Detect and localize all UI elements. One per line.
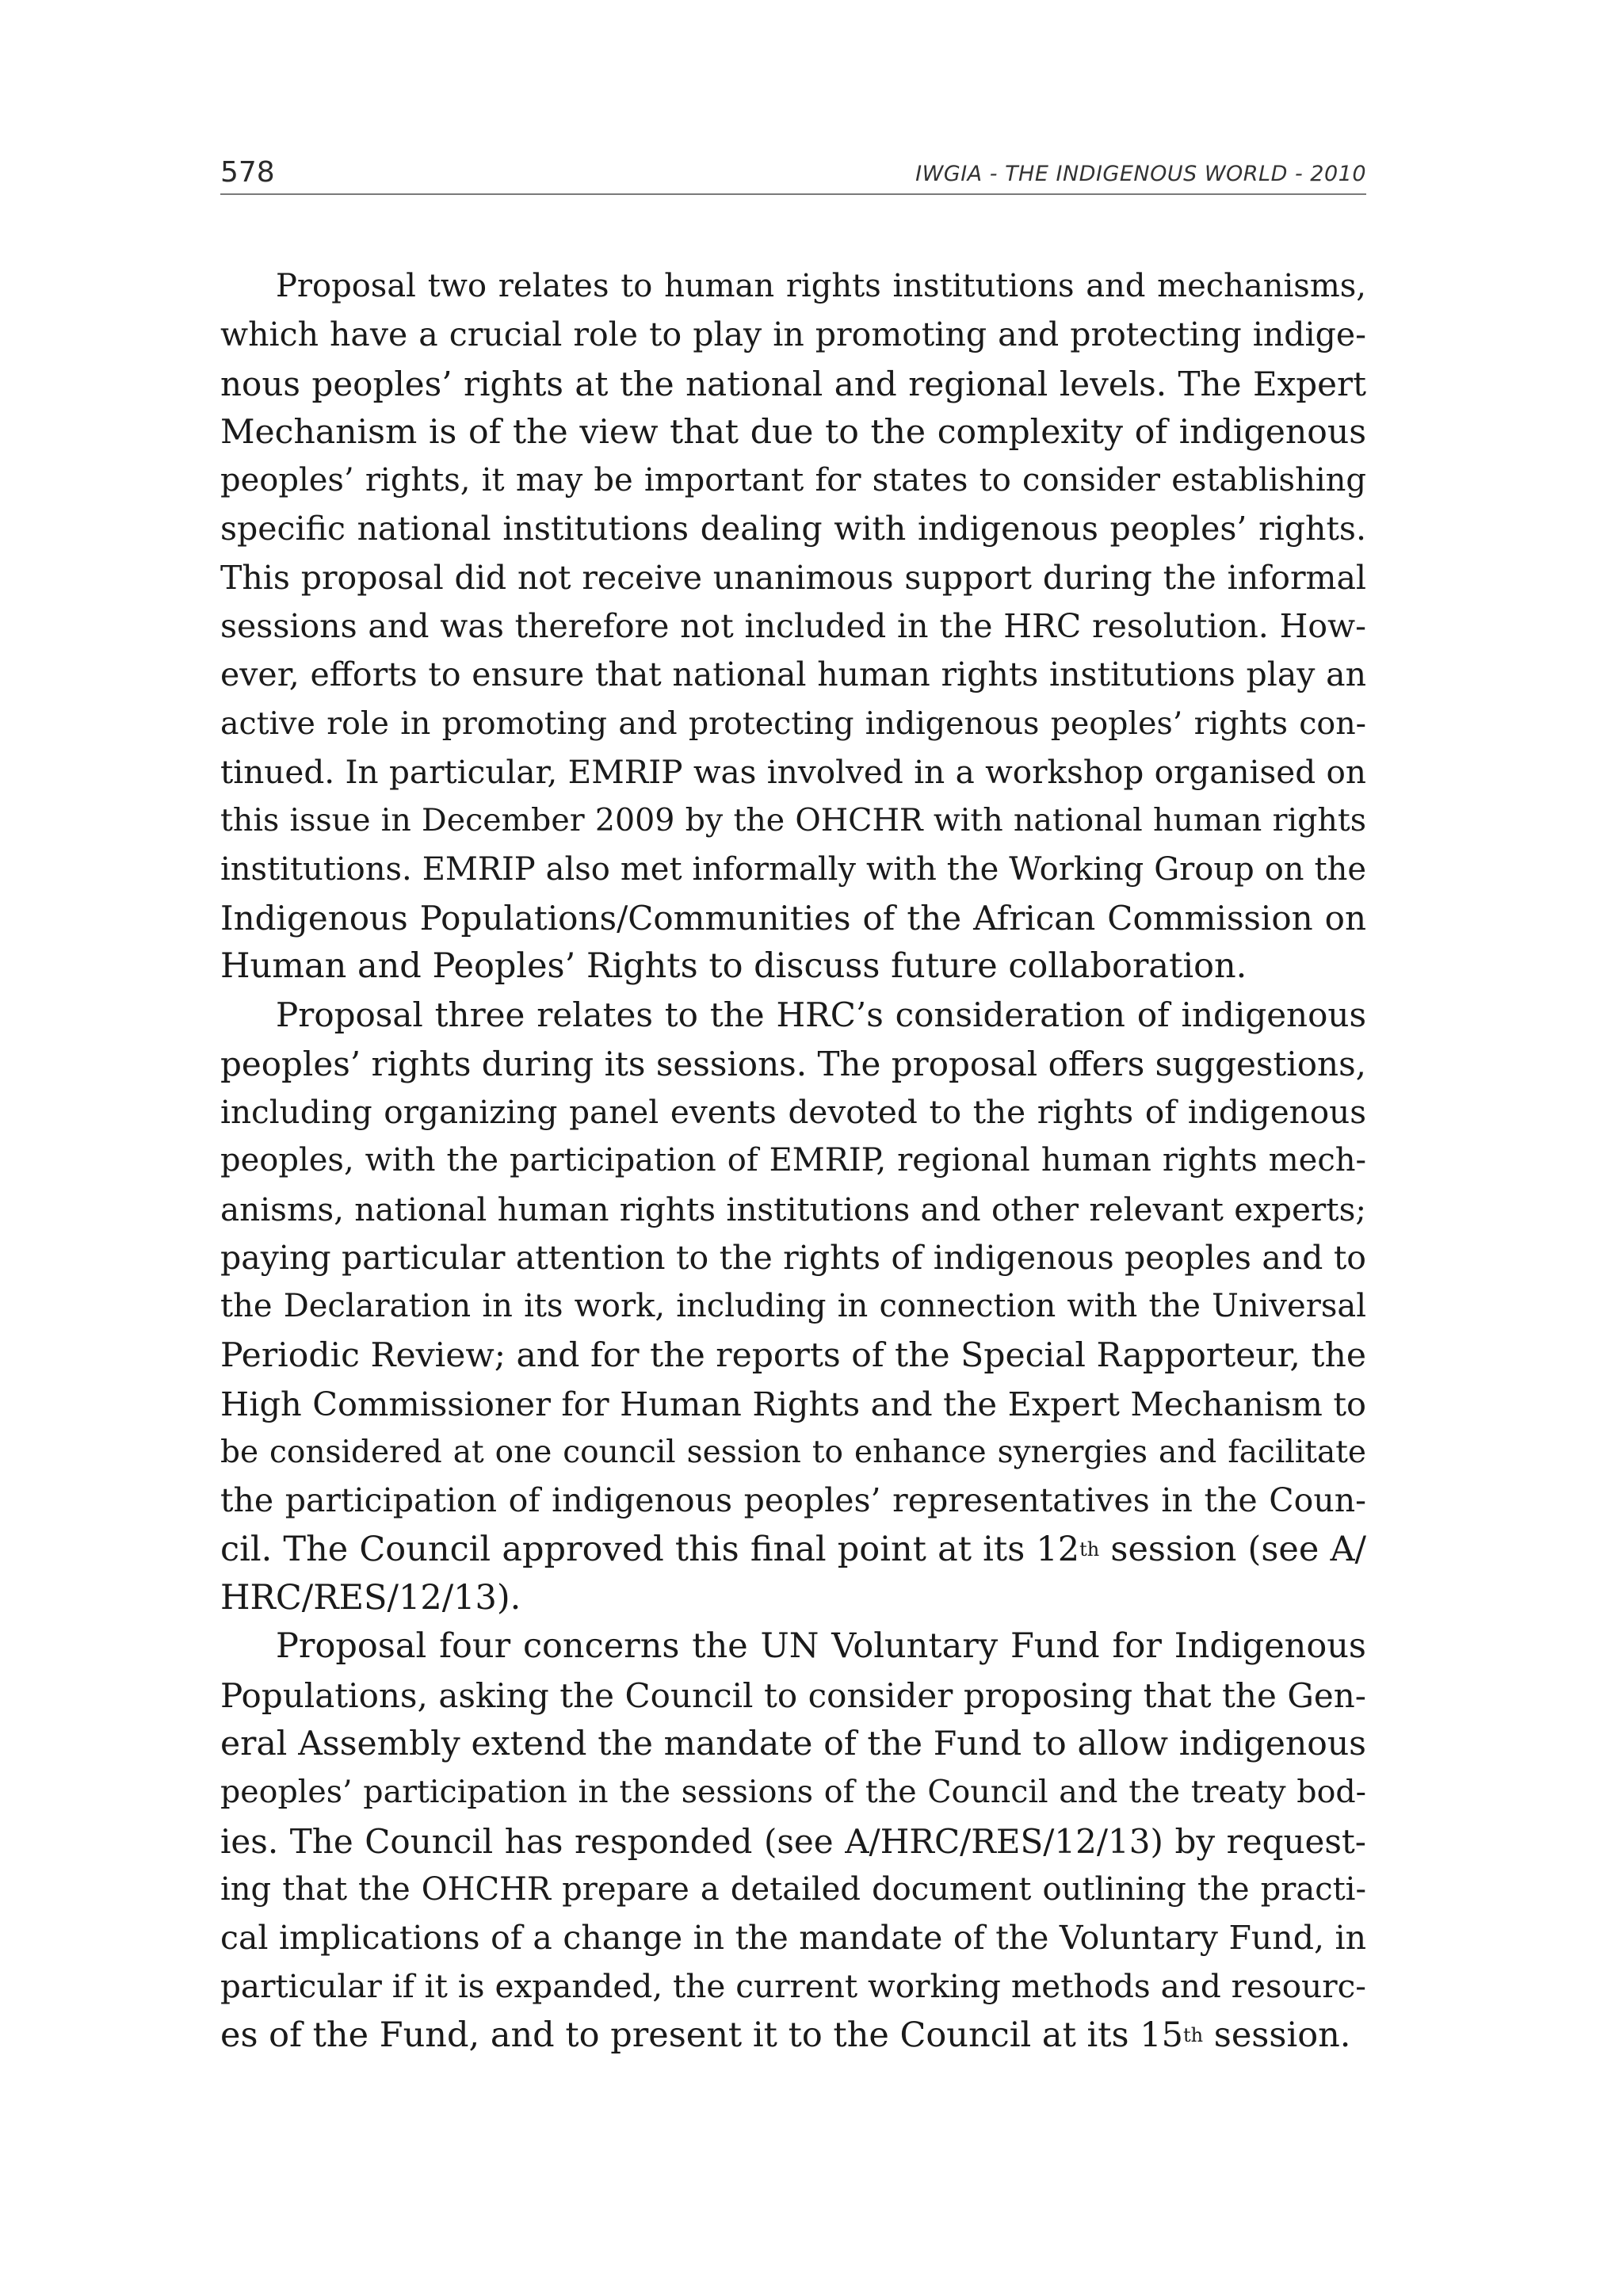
- line-text-before: es of the Fund, and to present it to the Council at its 15: [220, 2015, 1184, 2055]
- text-line-with-superscript: [220, 2011, 1366, 2060]
- text-line: Proposal two relates to human rights institutions and mechanisms,: [276, 268, 1366, 304]
- line-text-before: cil. The Council approved this final point at its 12: [220, 1529, 1080, 1569]
- text-line-with-superscript: [220, 1526, 1366, 1574]
- text-line: the participation of indigenous peoples’ representatives in the Coun-: [220, 1481, 1366, 1520]
- text-line: Proposal three relates to the HRC’s consideration of indigenous: [276, 995, 1366, 1035]
- text-line: tinued. In particular, EMRIP was involved in a workshop organised on: [220, 752, 1366, 791]
- text-line: High Commissioner for Human Rights and the Expert Mechanism to: [220, 1384, 1366, 1423]
- text-line: eral Assembly extend the mandate of the Fund to allow indigenous: [220, 1724, 1366, 1763]
- text-line: paying particular attention to the rights of indigenous peoples and to: [220, 1238, 1366, 1277]
- text-line: be considered at one council session to enhance synergies and facilitate: [220, 1435, 1366, 1471]
- text-line: cal implications of a change in the mandate of the Voluntary Fund, in: [220, 1919, 1366, 1958]
- superscript: th: [1079, 1538, 1100, 1561]
- page-number: 578: [220, 156, 275, 189]
- line-text-after: session (see A/: [1099, 1529, 1367, 1569]
- text-line: Mechanism is of the view that due to the complexity of indigenous: [220, 412, 1366, 452]
- superscript: th: [1183, 2023, 1204, 2046]
- text-line: peoples’ participation in the sessions of the Council and the treaty bod-: [220, 1774, 1366, 1811]
- line-text-after: session.: [1203, 2015, 1351, 2055]
- text-line: this issue in December 2009 by the OHCHR with national human rights: [220, 802, 1366, 839]
- paragraph-1: [220, 262, 1366, 991]
- text-line: Populations, asking the Council to consider proposing that the Gen-: [220, 1675, 1366, 1715]
- paragraph-3: [220, 1622, 1366, 2060]
- text-line: Proposal four concerns the UN Voluntary Fund for Indigenous: [276, 1626, 1366, 1667]
- text-line: ies. The Council has responded (see A/HRC/RES/12/13) by request-: [220, 1821, 1366, 1861]
- running-head: IWGIA - THE INDIGENOUS WORLD - 2010: [915, 162, 1366, 186]
- text-line: Periodic Review; and for the reports of the Special Rapporteur, the: [220, 1335, 1366, 1375]
- paragraph-2: [220, 991, 1366, 1622]
- text-line: including organizing panel events devoted to the rights of indigenous: [220, 1093, 1366, 1132]
- text-line: ever, efforts to ensure that national human rights institutions play an: [220, 655, 1366, 694]
- text-line: institutions. EMRIP also met informally with the Working Group on the: [220, 850, 1366, 888]
- text-line: the Declaration in its work, including in connection with the Universal: [220, 1288, 1366, 1325]
- text-line: HRC/RES/12/13).: [220, 1578, 521, 1618]
- text-line: ing that the OHCHR prepare a detailed document outlining the practi-: [220, 1870, 1366, 1908]
- text-line: peoples, with the participation of EMRIP, regional human rights mech-: [220, 1142, 1366, 1179]
- text-line: sessions and was therefore not included in the HRC resolution. How-: [220, 607, 1366, 646]
- text-line: This proposal did not receive unanimous support during the informal: [220, 558, 1366, 597]
- page-header: [220, 155, 1366, 195]
- body-text: [220, 262, 1366, 2060]
- text-line: which have a crucial role to play in promoting and protecting indige-: [220, 315, 1366, 354]
- text-line: active role in promoting and protecting indigenous peoples’ rights con-: [220, 705, 1366, 742]
- text-line: anisms, national human rights institutions and other relevant experts;: [220, 1190, 1366, 1228]
- text-line: Indigenous Populations/Communities of the African Commission on: [220, 898, 1366, 938]
- text-line: peoples’ rights during its sessions. The proposal offers suggestions,: [220, 1044, 1366, 1083]
- text-line: Human and Peoples’ Rights to discuss future collaboration.: [220, 946, 1247, 987]
- text-line: nous peoples’ rights at the national and regional levels. The Expert: [220, 364, 1366, 403]
- text-line: specific national institutions dealing with indigenous peoples’ rights.: [220, 510, 1366, 548]
- text-line: particular if it is expanded, the current working methods and resourc-: [220, 1967, 1366, 2006]
- text-line: peoples’ rights, it may be important for states to consider establishing: [220, 462, 1366, 499]
